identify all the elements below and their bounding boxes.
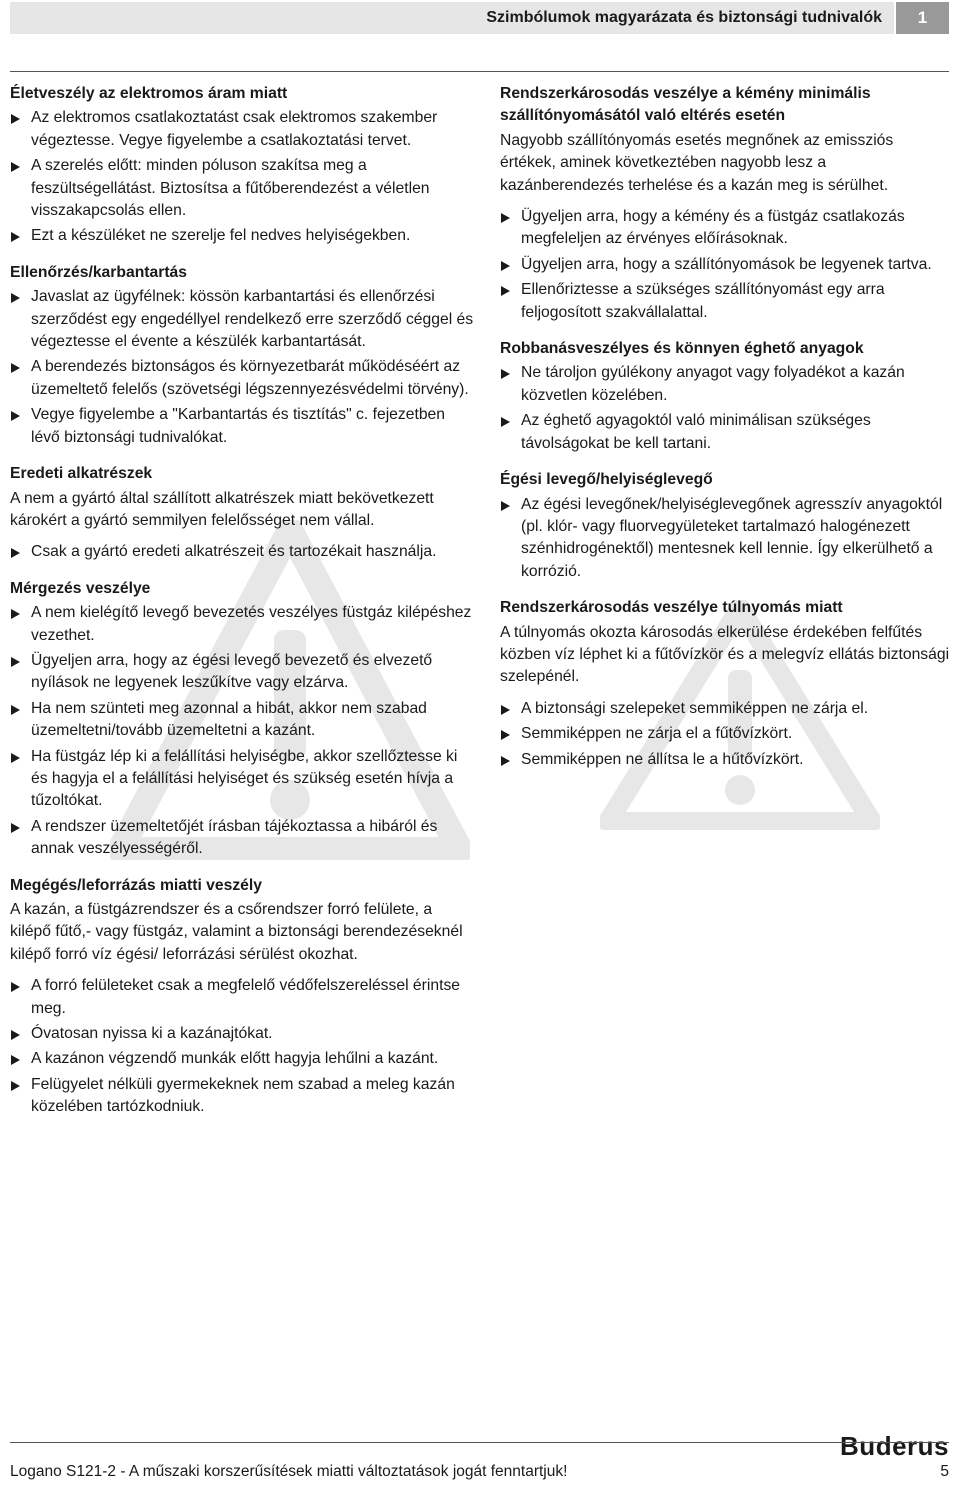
list-item: Javaslat az ügyfélnek: kössön karbantartási és ellenőrzési szerződést egy engedéllyel rendelkező erre szerződő céggel és végeztesse el évente a készülék karbantartását. <box>10 286 475 353</box>
list-item: Az éghető agyagoktól való minimálisan szükséges távolságokat be kell tartani. <box>500 410 950 455</box>
section-paragraph: Nagyobb szállítónyomás esetés megnőnek az emissziós értékek, aminek következtében nagyobb lesz a kazánberendezés terhelése és a kazán meg is sérülhet. <box>500 131 894 194</box>
section-maintenance <box>10 262 475 449</box>
list-item: Az elektromos csatlakoztatást csak elektromos szakember végeztesse. Vegye figyelembe a csatlakoztatási tervet. <box>10 107 475 152</box>
section-heading: Rendszerkárosodás veszélye túlnyomás miatt <box>500 599 843 617</box>
bullet-list <box>10 975 475 1118</box>
section-poisoning <box>10 578 475 861</box>
list-item: A berendezés biztonságos és környezetbarát működéséért az üzemeltető felelős (szövetségi légszennyezésvédelmi törvény). <box>10 356 475 401</box>
buderus-logo: Buderus <box>840 1431 949 1461</box>
section-heading: Rendszerkárosodás veszélye a kémény minimális szállítónyomásától való eltérés esetén <box>500 85 871 125</box>
list-item: Semmiképpen ne állítsa le a hűtővízkört. <box>500 749 950 771</box>
section-burns <box>10 875 475 1119</box>
list-item: Ne tároljon gyúlékony anyagot vagy folyadékot a kazán közvetlen közelében. <box>500 362 950 407</box>
bullet-list <box>500 362 950 455</box>
list-item: Vegye figyelembe a "Karbantartás és tisztítás" c. fejezetben lévő biztonsági tudnivalókat. <box>10 404 475 449</box>
section-flammable-materials <box>500 338 950 455</box>
section-combustion-air <box>500 469 950 583</box>
list-item: A biztonsági szelepeket semmiképpen ne zárja el. <box>500 698 950 720</box>
list-item: Ellenőriztesse a szükséges szállítónyomást egy arra feljogosított szakvállalattal. <box>500 279 950 324</box>
section-electric-hazard <box>10 83 475 248</box>
section-heading: Égési levegő/helyiséglevegő <box>500 471 713 489</box>
chapter-number: 1 <box>896 2 949 34</box>
list-item: A szerelés előtt: minden póluson szakítsa meg a feszültségellátást. Biztosítsa a fűtőberendezést a véletlen visszakapcsolás ellen. <box>10 155 475 222</box>
section-paragraph: A nem a gyártó által szállított alkatrészek miatt bekövetkezett károkért a gyártó semmilyen felelősséget nem vállal. <box>10 489 434 529</box>
list-item: A rendszer üzemeltetőjét írásban tájékoztassa a hibáról és annak veszélyességéről. <box>10 816 475 861</box>
bullet-list <box>10 602 475 860</box>
bullet-list <box>10 286 475 449</box>
list-item: A kazánon végzendő munkák előtt hagyja lehűlni a kazánt. <box>10 1048 475 1070</box>
footer-text: Logano S121-2 - A műszaki korszerűsítések miatti változtatások jogát fenntartjuk! <box>10 1463 568 1480</box>
section-paragraph: A kazán, a füstgázrendszer és a csőrendszer forró felülete, a kilépő fűtő,- vagy füstgáz, valamint a biztonsági berendezéseknél kilépő forró víz égési/ leforrázási sérülést okozhat. <box>10 901 463 963</box>
section-heading: Robbanásveszélyes és könnyen éghető anyagok <box>500 340 864 358</box>
list-item: Ha nem szünteti meg azonnal a hibát, akkor nem szabad üzemeltetni/tovább üzemeltetni a kazánt. <box>10 698 475 743</box>
bullet-list <box>500 494 950 584</box>
list-item: Ügyeljen arra, hogy a szállítónyomások be legyenek tartva. <box>500 254 950 276</box>
list-item: Az égési levegőnek/helyiséglevegőnek agresszív anyagoktól (pl. klór- vagy fluorvegyületeket tartalmazó halogénezett szénhidrogénektől) mentesnek kell lennie. Így elkerülhető a korrózió. <box>500 494 950 584</box>
header-title: Szimbólumok magyarázata és biztonsági tudnivalók <box>486 9 882 26</box>
bullet-list <box>10 541 475 563</box>
list-item: Csak a gyártó eredeti alkatrészeit és tartozékait használja. <box>10 541 475 563</box>
bullet-list <box>500 206 950 324</box>
list-item: Ha füstgáz lép ki a felállítási helyiségbe, akkor szellőztesse ki és hagyja el a felállítási helyiséget és szükség esetén hívja a tűzoltókat. <box>10 746 475 813</box>
section-overpressure <box>500 597 950 771</box>
section-chimney-draft <box>500 83 950 324</box>
list-item: Ezt a készüléket ne szerelje fel nedves helyiségekben. <box>10 225 475 247</box>
list-item: A forró felületeket csak a megfelelő védőfelszereléssel érintse meg. <box>10 975 475 1020</box>
list-item: Ügyeljen arra, hogy az égési levegő bevezető és elvezető nyílások ne legyenek leszűkítve vagy elzárva. <box>10 650 475 695</box>
list-item: Semmiképpen ne zárja el a fűtővízkört. <box>500 723 950 745</box>
section-original-parts <box>10 463 475 564</box>
left-column <box>10 83 475 1133</box>
top-divider <box>10 71 949 72</box>
list-item: A nem kielégítő levegő bevezetés veszélyes füstgáz kilépéshez vezethet. <box>10 602 475 647</box>
bullet-list <box>500 698 950 771</box>
right-column <box>500 83 950 785</box>
header-bar <box>10 2 894 34</box>
section-heading: Életveszély az elektromos áram miatt <box>10 85 288 102</box>
list-item: Felügyelet nélküli gyermekeknek nem szabad a meleg kazán közelében tartózkodniuk. <box>10 1074 475 1119</box>
page-number: 5 <box>940 1463 949 1480</box>
section-paragraph: A túlnyomás okozta károsodás elkerülése érdekében felfűtés közben víz léphet ki a fűtővízkör és a melegvíz ellátás biztonsági szelepénél. <box>500 623 950 686</box>
section-heading: Eredeti alkatrészek <box>10 465 153 483</box>
list-item: Ügyeljen arra, hogy a kémény és a füstgáz csatlakozás megfeleljen az érvényes előírásoknak. <box>500 206 950 251</box>
bullet-list <box>10 107 475 247</box>
section-heading: Megégés/leforrázás miatti veszély <box>10 876 262 894</box>
list-item: Óvatosan nyissa ki a kazánajtókat. <box>10 1023 475 1045</box>
section-heading: Mérgezés veszélye <box>10 579 151 597</box>
bottom-divider <box>10 1442 949 1443</box>
section-heading: Ellenőrzés/karbantartás <box>10 263 187 281</box>
